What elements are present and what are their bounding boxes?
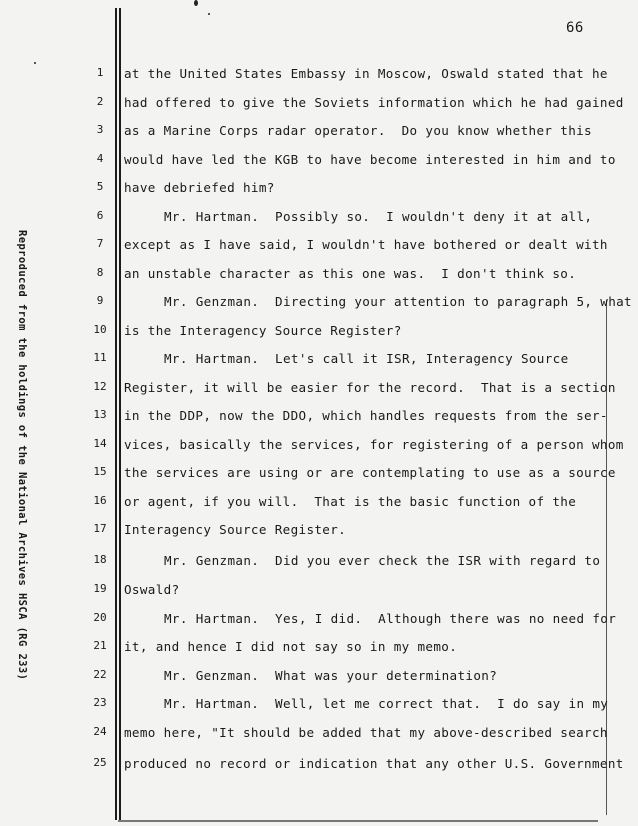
transcript-line: memo here, "It should be added that my above-described search	[124, 725, 608, 740]
line-number: 22	[93, 668, 107, 681]
line-number: 16	[93, 494, 107, 507]
left-margin-rule-outer	[115, 8, 117, 820]
transcript-line: except as I have said, I wouldn't have bothered or dealt with	[124, 237, 608, 252]
ink-speck	[34, 62, 36, 64]
transcript-line: Mr. Hartman. Let's call it ISR, Interagency Source	[164, 351, 569, 366]
line-number: 1	[96, 66, 104, 79]
transcript-line: produced no record or indication that any other U.S. Government	[124, 756, 624, 771]
line-number: 5	[96, 180, 104, 193]
transcript-line: vices, basically the services, for registering of a person whom	[124, 437, 624, 452]
transcript-line: would have led the KGB to have become interested in him and to	[124, 152, 616, 167]
line-number: 8	[96, 266, 104, 279]
transcript-line: Register, it will be easier for the record. That is a section	[124, 380, 616, 395]
bottom-rule	[118, 820, 598, 822]
line-number: 23	[93, 696, 107, 709]
transcript-line: the services are using or are contemplating to use as a source	[124, 465, 616, 480]
line-number: 9	[96, 294, 104, 307]
transcript-line: as a Marine Corps radar operator. Do you know whether this	[124, 123, 592, 138]
line-number: 3	[96, 123, 104, 136]
transcript-line: Mr. Hartman. Possibly so. I wouldn't deny it at all,	[164, 209, 593, 224]
transcript-line: have debriefed him?	[124, 180, 275, 195]
line-number: 20	[93, 611, 107, 624]
line-number: 19	[93, 582, 107, 595]
ink-speck	[208, 13, 210, 15]
line-number: 14	[93, 437, 107, 450]
transcript-line: Interagency Source Register.	[124, 522, 347, 537]
transcript-line: Mr. Hartman. Yes, I did. Although there was no need for	[164, 611, 617, 626]
line-number: 24	[93, 725, 107, 738]
line-number: 18	[93, 553, 107, 566]
transcript-line: an unstable character as this one was. I don't think so.	[124, 266, 577, 281]
transcript-line: at the United States Embassy in Moscow, Oswald stated that he	[124, 66, 608, 81]
ink-speck	[194, 0, 198, 6]
line-number: 15	[93, 465, 107, 478]
line-number: 13	[93, 408, 107, 421]
transcript-line: Mr. Genzman. Directing your attention to paragraph 5, what	[164, 294, 632, 309]
page-number: 66	[566, 20, 584, 36]
transcript-line: or agent, if you will. That is the basic function of the	[124, 494, 577, 509]
transcript-line: is the Interagency Source Register?	[124, 323, 402, 338]
line-number: 2	[96, 95, 104, 108]
transcript-line: had offered to give the Soviets information which he had gained	[124, 95, 624, 110]
transcript-line: Mr. Genzman. What was your determination?	[164, 668, 498, 683]
transcript-line: in the DDP, now the DDO, which handles requests from the ser-	[124, 408, 608, 423]
line-number: 4	[96, 152, 104, 165]
line-number: 7	[96, 237, 104, 250]
archive-reproduction-note: Reproduced from the holdings of the National Archives HSCA (RG 233)	[16, 230, 28, 681]
transcript-line: Mr. Hartman. Well, let me correct that. I do say in my	[164, 696, 609, 711]
transcript-line: Mr. Genzman. Did you ever check the ISR with regard to	[164, 553, 601, 568]
line-number: 6	[96, 209, 104, 222]
line-number: 25	[93, 756, 107, 769]
line-number: 17	[93, 522, 107, 535]
transcript-line: it, and hence I did not say so in my memo.	[124, 639, 458, 654]
line-number: 21	[93, 639, 107, 652]
line-number: 11	[93, 351, 107, 364]
line-number: 10	[93, 323, 107, 336]
left-margin-rule-inner	[119, 8, 121, 820]
transcript-line: Oswald?	[124, 582, 180, 597]
line-number: 12	[93, 380, 107, 393]
